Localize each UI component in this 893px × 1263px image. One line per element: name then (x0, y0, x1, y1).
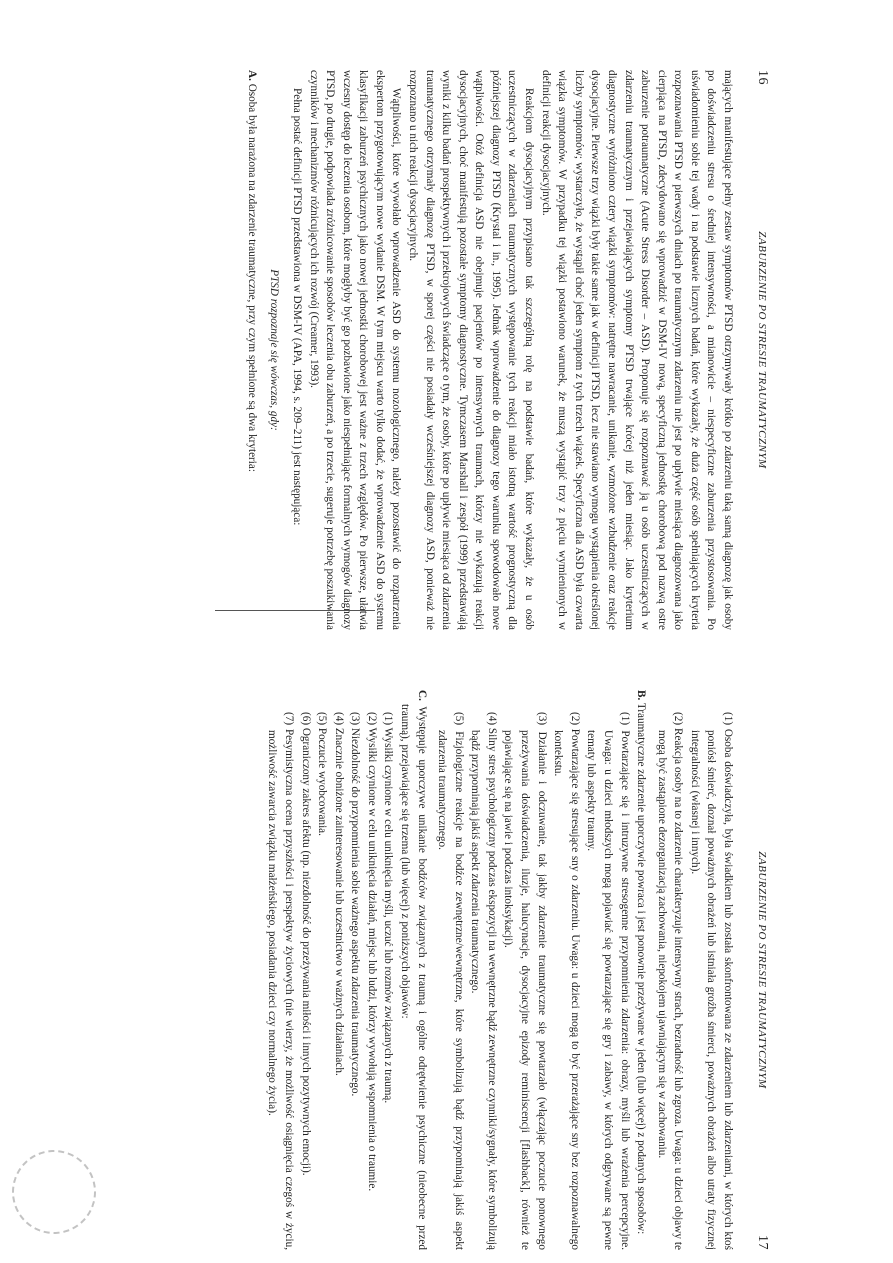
criterion-a-items (653, 690, 736, 1250)
list-item: (5) Poczucie wyobcowania. (316, 712, 329, 836)
paragraph: Pełna postać definicji PTSD przedstawiona w DSM-IV (APA, 1994, s. 209–211) jest następująca: (290, 88, 303, 526)
criterion-text: Występuje uporczywe unikanie bodźców związanych z traumą i ogólne odrętwienie psychiczne (nieobecne przed traumą), przejawiające się trzema (lub więcej) z poniższych objawów: (399, 704, 428, 1250)
list-item: (2) Powtarzające się stresujące sny o zdarzeniu. Uwaga: u dzieci mogą to być przerażające sny bez rozpoznawalnego kontekstu. (552, 712, 581, 1250)
criterion-letter: A. (245, 70, 258, 81)
criterion-letter: C. (415, 690, 428, 701)
list-item: (2) Reakcja osoby na to zdarzenie charakteryzuje intensywny strach, bezradność lub zgroza. Uwaga: u dzieci objawy te mogą być zastąpione dezorganizacją zachowania, niepokojem ujawniającym się w zachowaniu. (655, 712, 685, 1250)
page-divider (215, 610, 375, 611)
list-item: (3) Niezdolność do przypomnienia sobie ważnego aspektu zdarzenia traumatycznego. (349, 712, 362, 1097)
running-head: ZABURZENIE PO STRESIE TRAUMATYCZNYM (756, 231, 768, 469)
list-item: (3) Działanie i odczuwanie, tak jakby zdarzenie traumatyczne się powtarzało (włączając poczucie ponownego przeżywania doświadczenia, iluzje, halucynacje, dysocjacyjne epizody reminiscencji [flashback], również te pojawiające się na jawie i podczas intoksykacji). (502, 712, 548, 1250)
paragraph: Reakcjom dysocjacyjnym przypisano tak szczególną rolę na podstawie badań, które wykazały, że u osób uczestniczących w zdarzeniach traumatycznych występowanie tych reakcji miało istotną wartość prognostyczną dla późniejszej diagnozy PTSD (Krystal i in., 1995). Jednak wprowadzenie do diagnozy tego warunku spowodowało nowe wątpliwości. Otóż definicja ASD nie obejmuje pacjentów po intensywnych traumach, którzy nie wykazują reakcji dysocjacyjnych, choć manifestują pozostałe symptomy diagnostyczne. Tymczasem Marshall i zespół (1999) przedstawiają wyniki z kilku badań prospektywnych i przekrojowych świadczące o tym, że osoby, które po upływie miesiąca od zdarzenia traumatycznego otrzymały diagnozę PTSD, w sporej części nie posiadały wcześniejszej diagnozy ASD, ponieważ nie rozpoznano u nich reakcji dysocjacyjnych. (407, 70, 536, 630)
page-header (748, 690, 770, 1250)
criterion-c-items (264, 690, 397, 1250)
page-number: 17 (755, 1235, 770, 1250)
list-item: (6) Ograniczony zakres afektu (np. niezdolność do przeżywania miłości i innych pozytywnych emocji). (299, 712, 312, 1176)
list-item: (4) Silny stres psychologiczny podczas ekspozycji na wewnętrzne bądź zewnętrzne czynniki/sygnały, które symbolizują bądź przypominają jakiś aspekt zdarzenia traumatycznego. (469, 712, 498, 1250)
criterion-letter: B. (635, 690, 648, 701)
list-item: (2) Wysiłki czynione w celu uniknięcia działań, miejsc lub ludzi, którzy wywołują wspomnienia o traumie. (365, 712, 378, 1192)
paragraph: mających manifestujące pełny zestaw symptomów PTSD otrzymywały krótko po zdarzeniu taką samą diagnozę jak osoby po doświadczeniu stresu o średniej intensywności, a mianowicie – niespecyficzne zaburzenia przystosowania. Po uświadomieniu sobie tej wady i na podstawie licznych badań, które wykazały, że duża część osób spełniających kryteria rozpoznawania PTSD w pierwszych dniach po traumatycznym zdarzeniu nie jest po upływie miesiąca diagnozowana jako cierpiąca na PTSD, zdecydowano się wprowadzić w DSM-IV nową, specyficzną jednostkę chorobową pod nazwą ostre zaburzenie potraumatyczne (Acute Stress Disorder – ASD). Proponuje się rozpoznawać ją u osób uczestniczących w zdarzeniu traumatycznym i przejawiających symptomy PTSD trwające krócej niż jeden miesiąc. Jako kryterium diagnostyczne wyróżniono cztery wiązki symptomów: natrętne nawracanie, unikanie, wzmożone wzbudzenie oraz reakcje dysocjacyjne. Pierwsze trzy wiązki były takie same jak w definicji PTSD, lecz nie stawiano wymogu wystąpienia określonej liczby symptomów; wystarczyło, że wystąpił choć jeden symptom z tych trzech wiązek. Specyficzna dla ASD była czwarta wiązka symptomów. W przypadku tej wiązki postawiono warunek, że muszą wystąpić trzy z pięciu wymienionych w definicji reakcji dysocjacyjnych. (539, 70, 734, 630)
left-page (0, 70, 770, 630)
list-item: (4) Znacznie obniżone zainteresowanie lub uczestnictwo w ważnych działaniach. (332, 712, 345, 1076)
list-item: (1) Wysiłki czynione w celu uniknięcia myśli, uczuć lub rozmów związanych z traumą. (382, 712, 395, 1104)
paragraph: PTSD rozpoznaje się wówczas, gdy: (268, 269, 281, 431)
page-body (0, 70, 736, 630)
running-head: ZABURZENIE PO STRESIE TRAUMATYCZNYM (756, 851, 768, 1089)
list-item: (7) Pesymistyczna ocena przyszłości i perspektyw życiowych (nie wierzy, że możliwość osiągnięcia czegoś w życiu, możliwość zawarcia związku małżeńskiego, posiadania dzieci czy normalnego życia). (266, 712, 295, 1250)
criterion-b-items (434, 690, 633, 1250)
page-body (0, 690, 736, 1250)
list-item: (5) Fizjologiczne reakcje na bodźce zewnętrzne/wewnętrzne, które symbolizują bądź przypominają jakiś aspekt zdarzenia traumatycznego. (436, 712, 465, 1250)
criterion-text: Osoba była narażona na zdarzenie traumatyczne, przy czym spełnione są dwa kryteria: (245, 83, 258, 472)
page-header (748, 70, 770, 630)
criterion-c (264, 690, 430, 1250)
list-item: (1) Osoba doświadczyła, była świadkiem lub została skonfrontowana ze zdarzeniem lub zdarzeniami, w których ktoś poniósł śmierć, doznał poważnych obrażeń lub istniała groźba śmierci, poważnych obrażeń albo utraty fizycznej integralności (własnej i innych). (688, 712, 734, 1250)
page-number: 16 (755, 70, 770, 85)
criterion-a (243, 70, 260, 630)
paragraph: Wątpliwości, które wywołało wprowadzenie ASD do systemu nozologicznego, należy pozostawić do rozpatrzenia ekspertom przygotowującym nowe wydanie DSM. W tym miejscu warto tylko dodać, że wprowadzenie ASD do systemu klasyfikacji zaburzeń psychicznych jako nowej jednostki chorobowej jest ważne z trzech względów. Po pierwsze, ułatwia wczesny dostęp do leczenia osobom, które mogłyby być go pozbawione jako niespełniające formalnych wymogów diagnozy PTSD, po drugie, podpowiada zróżnicowanie sposobów leczenia obu zaburzeń, a po trzecie, sugeruje potrzebę poszukiwania czynników i mechanizmów różnicujących ich rozwój (Creamer, 1993). (307, 70, 403, 630)
criterion-b (434, 690, 650, 1250)
criterion-text: Traumatyczne zdarzenie uporczywie powraca i jest ponownie przeżywane w jeden (lub więcej) z podanych sposobów: (635, 702, 648, 1235)
right-page (0, 690, 770, 1250)
list-item: (1) Powtarzające się i intruzywne stresogenne przypomnienia zdarzenia: obrazy, myśli lub wrażenia percepcyjne. Uwaga: u dzieci młodszych mogą pojawiać się powtarzające się gry i zabawy, w których odgrywane są pewne tematy lub aspekty traumy. (585, 712, 631, 1250)
